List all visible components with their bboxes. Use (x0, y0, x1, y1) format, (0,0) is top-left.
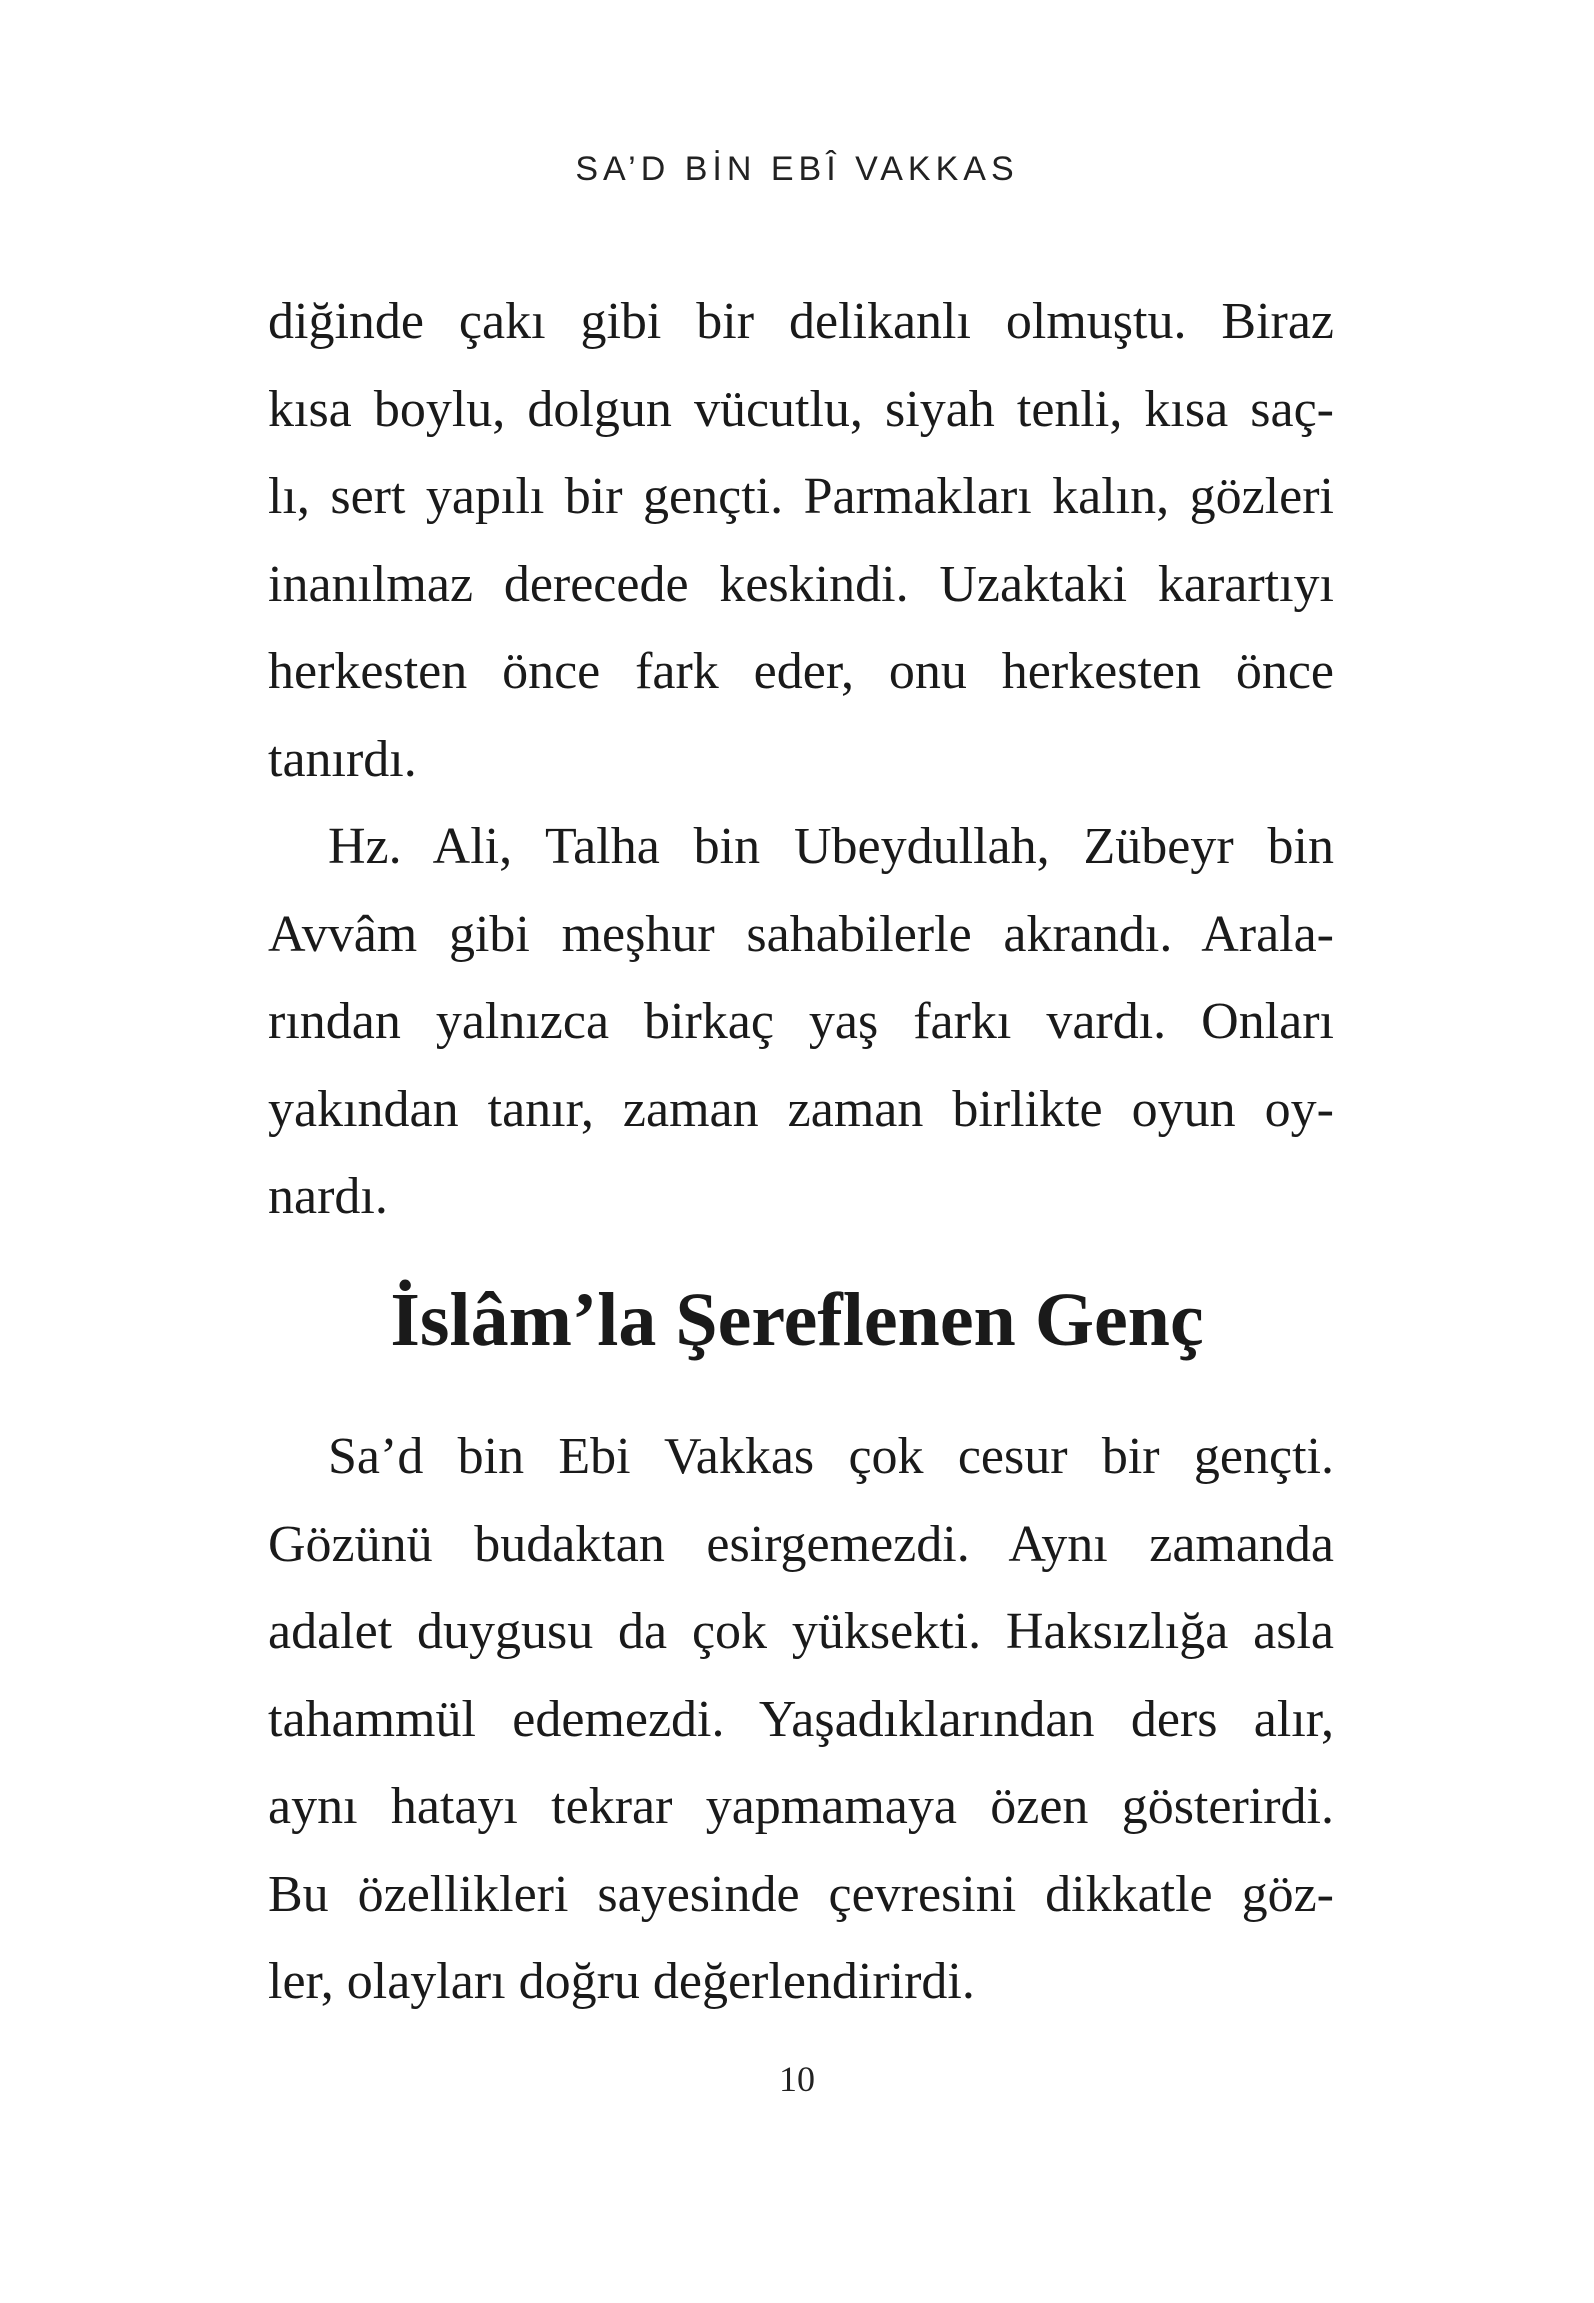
text-line: ler, olayları doğru değerlendirirdi. (268, 1953, 975, 2010)
text-line: tahammül edemezdi. Yaşadıklarından ders alır, (268, 1690, 1334, 1748)
text-line: diğinde çakı gibi bir delikanlı olmuştu. Biraz (268, 293, 1334, 350)
text-line: Hz. Ali, Talha bin Ubeydullah, Zübeyr bin (328, 818, 1334, 875)
running-head: SA’D BİN EBÎ VAKKAS (575, 150, 1019, 188)
text-line: herkesten önce fark eder, onu herkesten önce (268, 643, 1334, 700)
paragraph-continued (268, 278, 1334, 803)
body-text-bottom (268, 1413, 1334, 2026)
text-line: Sa’d bin Ebi Vakkas çok cesur bir gençti. (328, 1428, 1334, 1485)
text-line: Bu özellikleri sayesinde çevresini dikkatle göz- (268, 1865, 1334, 1923)
text-line: adalet duygusu da çok yüksekti. Haksızlığa asla (268, 1603, 1334, 1660)
paragraph (268, 1413, 1334, 2026)
text-line: aynı hatayı tekrar yapmamaya özen gösterirdi. (268, 1778, 1334, 1835)
section-heading: İslâm’la Şereflenen Genç (390, 1278, 1204, 1362)
paragraph (268, 803, 1334, 1241)
text-line: kısa boylu, dolgun vücutlu, siyah tenli, kısa saç- (268, 380, 1334, 438)
text-line: rından yalnızca birkaç yaş farkı vardı. Onları (268, 993, 1334, 1050)
body-text-top (268, 278, 1334, 1241)
page-number: 10 (779, 2059, 815, 2099)
text-line: nardı. (268, 1168, 388, 1225)
text-line: yakından tanır, zaman zaman birlikte oyun oy- (268, 1080, 1334, 1138)
text-line: Avvâm gibi meşhur sahabilerle akrandı. Arala- (268, 905, 1334, 963)
text-line: Gözünü budaktan esirgemezdi. Aynı zamanda (268, 1515, 1334, 1573)
text-line: inanılmaz derecede keskindi. Uzaktaki karartıyı (268, 555, 1334, 613)
text-line: tanırdı. (268, 730, 417, 788)
text-line: lı, sert yapılı bir gençti. Parmakları kalın, gözleri (268, 468, 1334, 525)
